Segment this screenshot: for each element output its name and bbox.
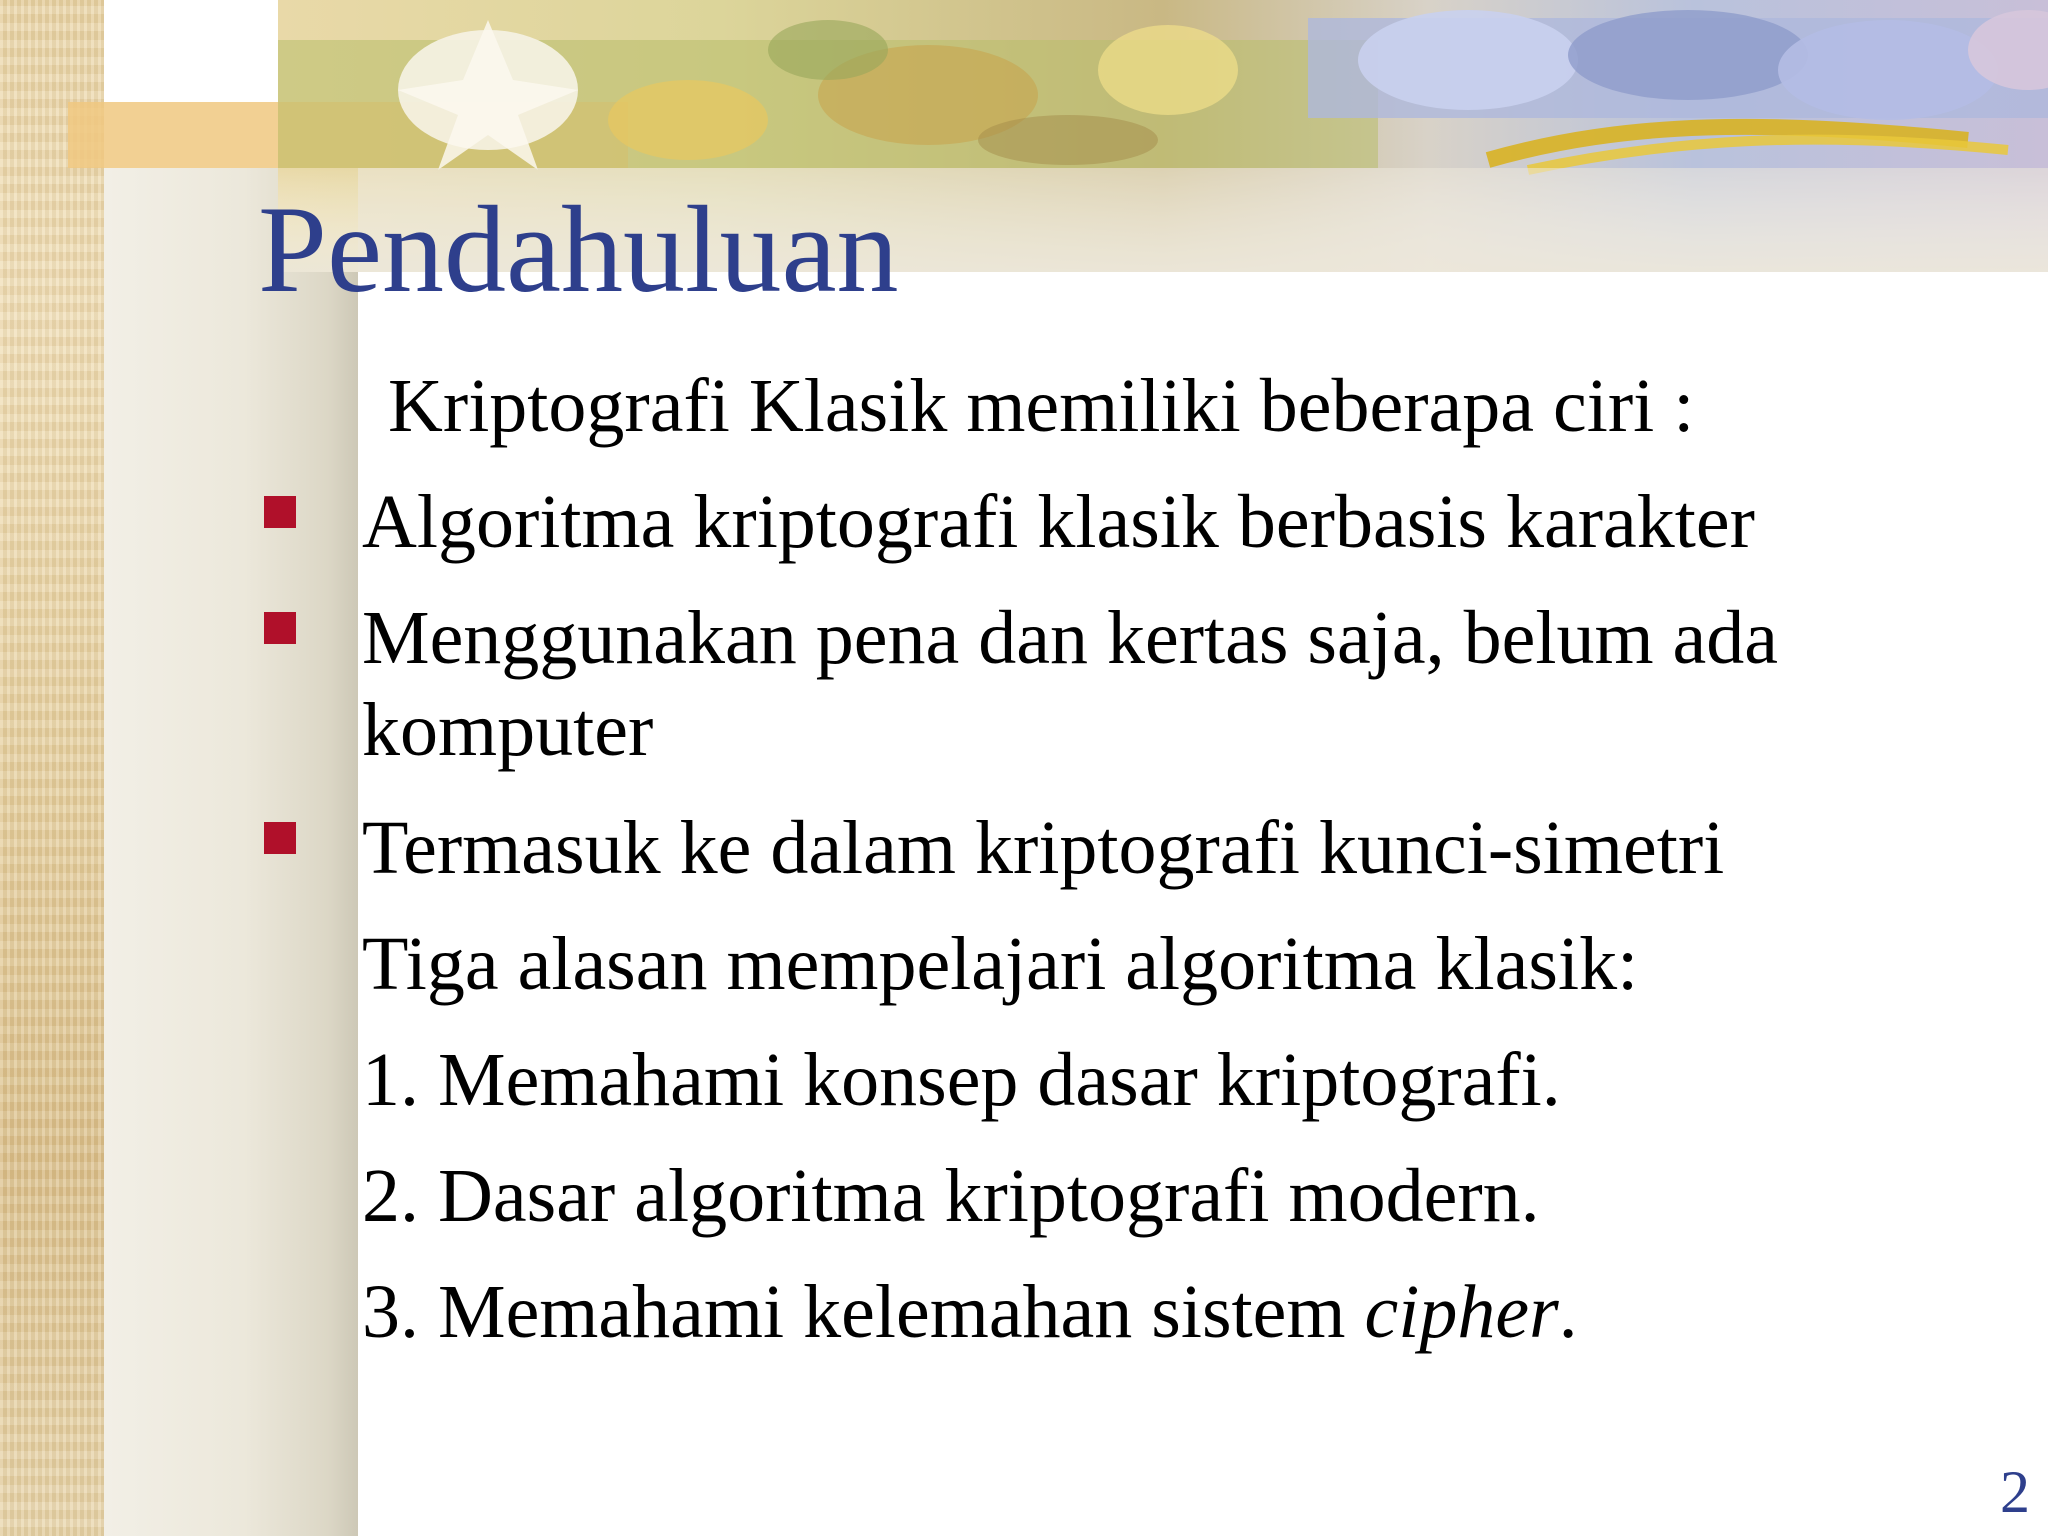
cipher-italic-text: cipher — [1364, 1270, 1559, 1354]
bullet-square-icon — [264, 612, 296, 644]
reason-item-1: 1. Memahami konsep dasar kriptografi. — [362, 1038, 1561, 1122]
bullet-item-2: Menggunakan pena dan kertas saja, belum ada — [362, 596, 1779, 680]
cream-pillar — [104, 168, 358, 1536]
reason-item-3 — [362, 1270, 1578, 1354]
bullet-item-1: Algoritma kriptografi klasik berbasis karakter — [362, 480, 1755, 564]
bullet-item-2-continued: komputer — [362, 688, 654, 772]
bullet-item-3: Termasuk ke dalam kriptografi kunci-simetri — [362, 806, 1725, 890]
reason-item-2: 2. Dasar algoritma kriptografi modern. — [362, 1154, 1540, 1238]
bullet-square-icon — [264, 822, 296, 854]
intro-text: Kriptografi Klasik memiliki beberapa ciri : — [388, 364, 1695, 448]
slide-title: Pendahuluan — [258, 181, 899, 318]
reason-item-3-period: . — [1558, 1270, 1578, 1354]
reason-item-3-text: 3. Memahami kelemahan sistem — [362, 1270, 1365, 1354]
page-number: 2 — [2000, 1459, 2030, 1525]
bullet-square-icon — [264, 496, 296, 528]
reasons-heading: Tiga alasan mempelajari algoritma klasik: — [362, 922, 1639, 1006]
